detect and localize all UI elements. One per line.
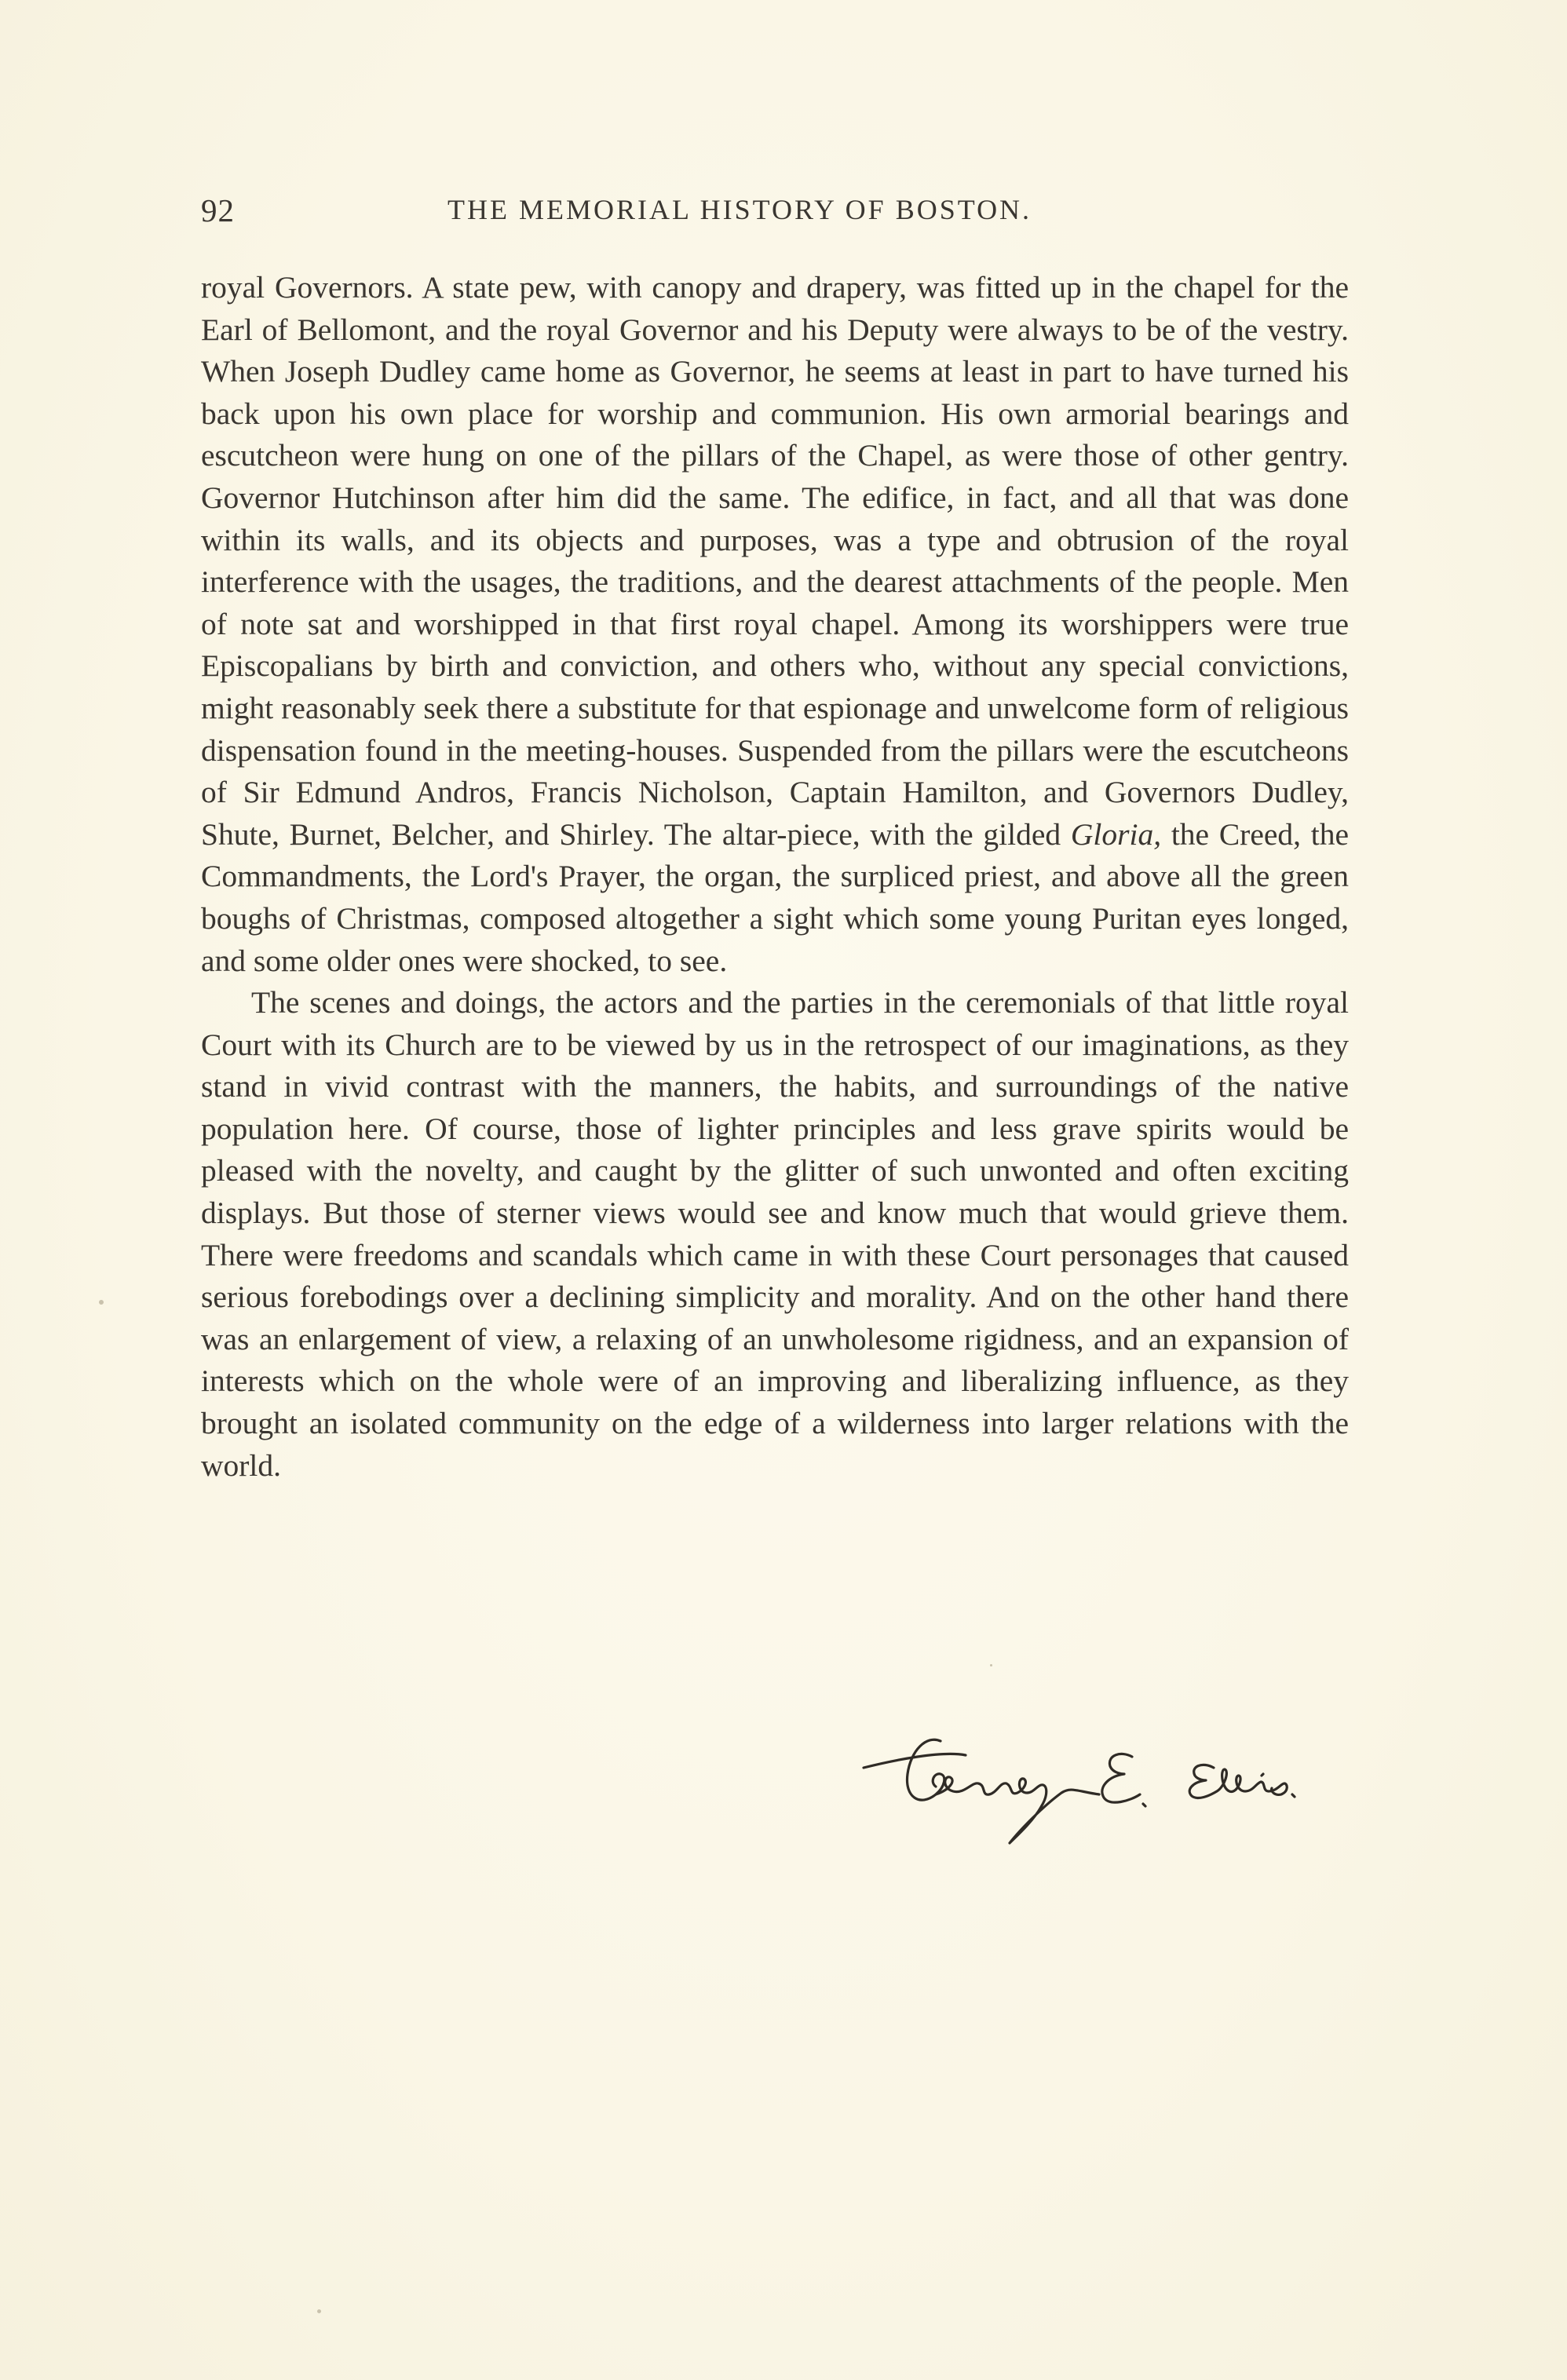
paragraph-2: The scenes and doings, the actors and the parties in the ceremonials of that little royal Court with its Church are to be viewed by us in the retrospect of our imaginations, as they stand in vivid contrast with the manners, the habits, and surroundings of the native population here. Of course, those of lighter principles and less grave spirits would be pleased with the novelty, and caught by the glitter of such unwonted and often exciting displays. But those of sterner views would see and know much that would grieve them. There were freedoms and scandals which came in with these Court personages that caused serious forebodings over a declining simplicity and morality. And on the other hand there was an enlargement of view, a relaxing of an unwholesome rigidness, and an expansion of interests which on the whole were of an improving and liberalizing influence, as they brought an isolated community on the edge of a wilderness into larger relations with the world. <box>201 985 1349 1483</box>
page-header <box>201 192 1349 239</box>
author-signature <box>848 1719 1366 1853</box>
paper-speck <box>317 2309 321 2313</box>
paragraph-1-text-b: the Creed, the Commandments, the Lord's Prayer, the organ, the surpliced priest, and above all the green boughs of Christmas, composed altogether a sight which some young Puritan eyes longed, and some older ones were shocked, to see. <box>201 816 1350 978</box>
running-title: THE MEMORIAL HISTORY OF BOSTON. <box>447 194 1032 225</box>
paragraph-1-text-a: royal Governors. A state pew, with canopy and drapery, was fitted up in the chapel for the Earl of Bellomont, and the royal Governor and his Deputy were always to be of the vestry. When Joseph Dudley came home as Governor, he seems at least in part to have turned his back upon his own place for worship and communion. His own armorial bearings and escutcheon were hung on one of the pillars of the Chapel, as were those of other gentry. Governor Hutchinson after him did the same. The edifice, in fact, and all that was done within its walls, and its objects and purposes, was a type and obtrusion of the royal interference with the usages, the traditions, and the dearest attachments of the people. Men of note sat and worshipped in that first royal chapel. Among its worshippers were true Episcopalians by birth and conviction, and others who, without any special convictions, might reasonably seek there a substitute for that espionage and unwelcome form of religious dispensation found in the meeting-houses. Suspended from the pillars were the escutcheons of Sir Edmund Andros, Francis Nicholson, Captain Hamilton, and Governors Dudley, Shute, Burnet, Belcher, and Shirley. The altar-piece, with the gilded <box>201 270 1349 852</box>
page-number: 92 <box>201 192 235 228</box>
paragraph-1 <box>201 267 1349 982</box>
paper-speck <box>990 1664 992 1666</box>
paper-speck <box>99 1300 104 1305</box>
body-text <box>201 267 1349 1487</box>
paragraph-1-italic: Gloria, <box>1070 816 1162 852</box>
